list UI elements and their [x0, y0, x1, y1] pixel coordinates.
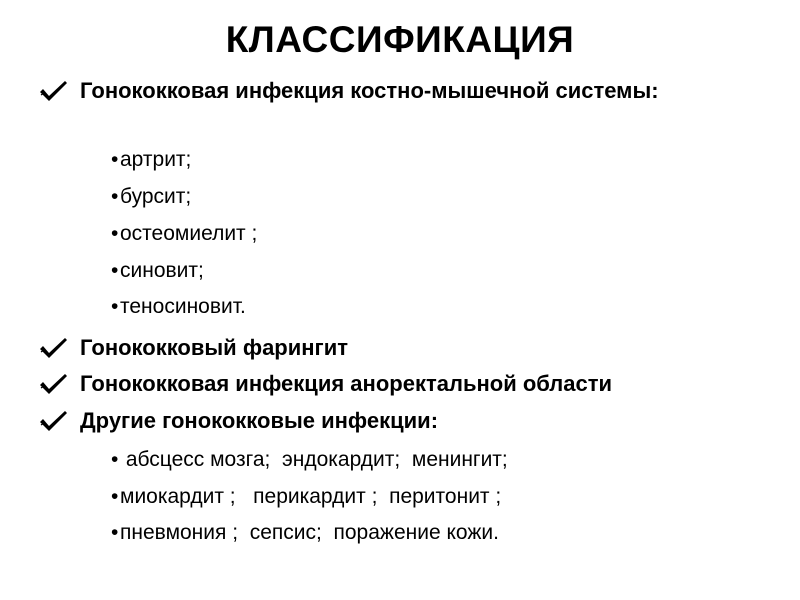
bullet: •: [111, 259, 119, 282]
sub-item: [111, 447, 508, 473]
bullet: •: [111, 448, 119, 471]
sub-item-text: теносиновит.: [120, 295, 246, 318]
bullet: •: [111, 521, 119, 544]
bullet: •: [111, 222, 119, 245]
checkmark-icon: [38, 372, 68, 396]
sub-item: [111, 520, 499, 546]
bullet: •: [111, 185, 119, 208]
sub-item: [111, 258, 204, 284]
bullet: •: [111, 148, 119, 171]
sub-item-text: артрит;: [120, 148, 192, 171]
sub-item: [111, 184, 191, 210]
list-item-text: Гонококковая инфекция костно-мышечной системы:: [80, 78, 659, 103]
sub-item-text: бурсит;: [120, 185, 192, 208]
sub-item-text: абсцесс мозга; эндокардит; менингит;: [120, 448, 508, 471]
sub-item: [111, 294, 246, 320]
sub-item-text: остеомиелит ;: [120, 222, 258, 245]
bullet: •: [111, 295, 119, 318]
sub-item: [111, 147, 191, 173]
checkmark-icon: [38, 409, 68, 433]
sub-item-text: синовит;: [120, 259, 204, 282]
checkmark-icon: [38, 79, 68, 103]
list-item-text: Гонококковый фарингит: [80, 335, 349, 360]
slide-title: КЛАССИФИКАЦИЯ: [225, 19, 575, 60]
list-item-text: Гонококковая инфекция аноректальной области: [80, 371, 613, 396]
sub-item-text: миокардит ; перикардит ; перитонит ;: [120, 485, 502, 508]
bullet: •: [111, 485, 119, 508]
sub-item-text: пневмония ; сепсис; поражение кожи.: [120, 521, 499, 544]
checkmark-icon: [38, 336, 68, 360]
sub-item: [111, 221, 257, 247]
sub-item: [111, 484, 501, 510]
list-item-text: Другие гонококковые инфекции:: [80, 408, 439, 433]
